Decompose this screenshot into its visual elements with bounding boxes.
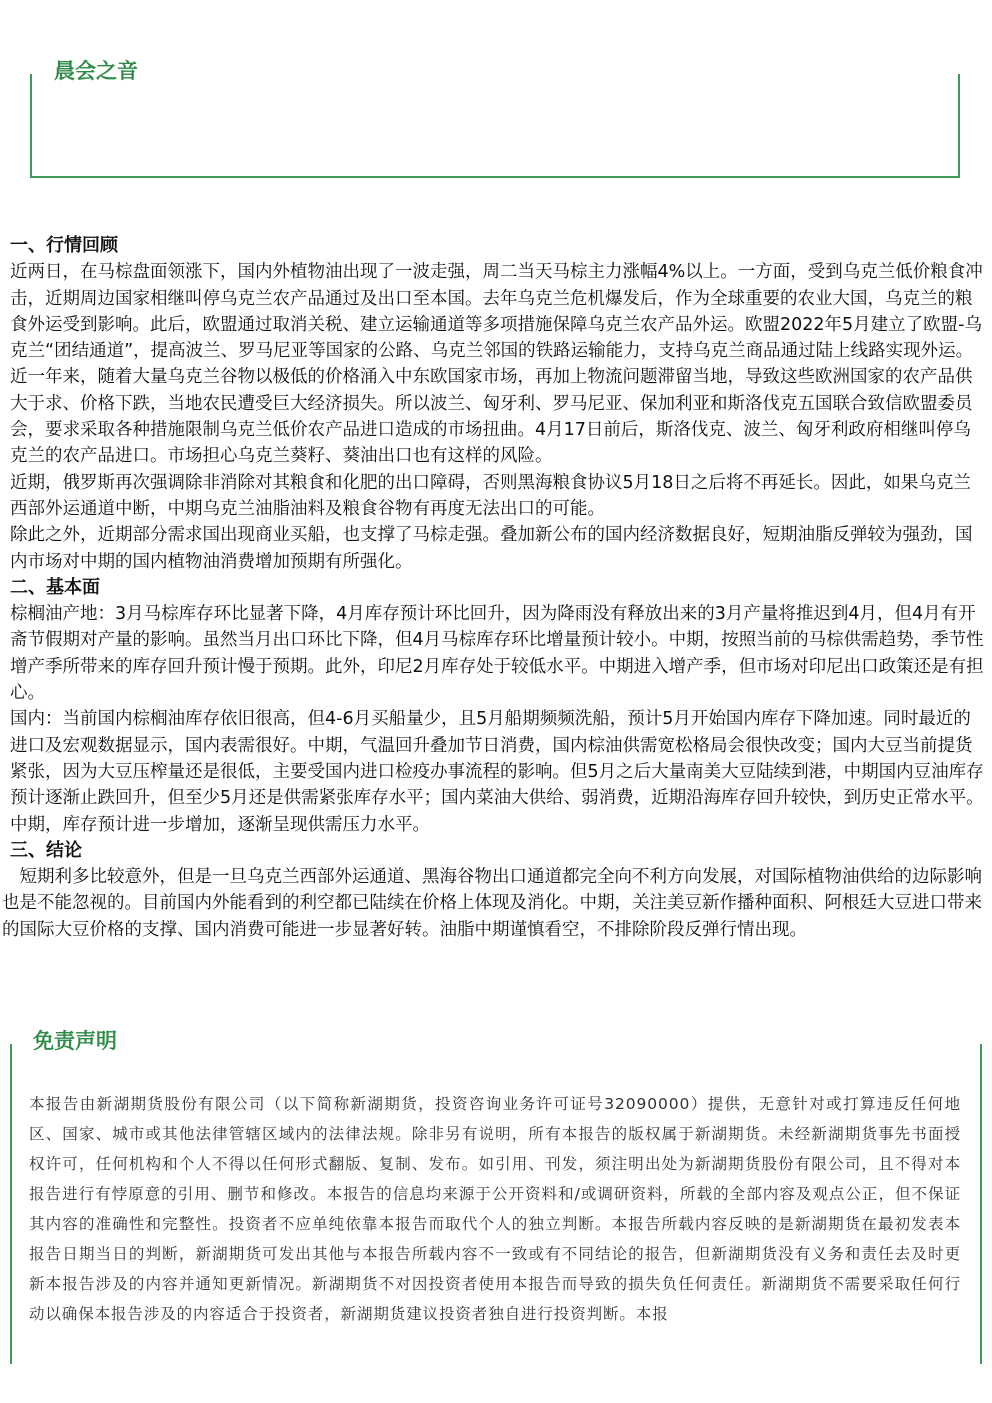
morning-meeting-title: 晨会之音 [54, 59, 138, 83]
section-heading-fundamentals: 二、基本面 [10, 576, 100, 598]
morning-meeting-box [30, 74, 960, 178]
paragraph: 近两日，在马棕盘面领涨下，国内外植物油出现了一波走强，周二当天马棕主力涨幅4%以上。一方面，受到乌克兰低价粮食冲击，近期周边国家相继叫停乌克兰农产品通过及出口至本国。去年乌克兰危机爆发后，作为全球重要的农业大国，乌克兰的粮食外运受到影响。此后，欧盟通过取消关税、建立运输通道等多项措施保障乌克兰农产品外运。欧盟2022年5月建立了欧盟-乌克兰“团结通道”，提高波兰、罗马尼亚等国家的公路、乌克兰邻国的铁路运输能力，支持乌克兰商品通过陆上线路实现外运。近一年来，随着大量乌克兰谷物以极低的价格涌入中东欧国家市场，再加上物流问题滞留当地，导致这些欧洲国家的农产品供大于求、价格下跌，当地农民遭受巨大经济损失。所以波兰、匈牙利、罗马尼亚、保加利亚和斯洛伐克五国联合致信欧盟委员会，要求采取各种措施限制乌克兰低价农产品进口造成的市场扭曲。4月17日前后，斯洛伐克、波兰、匈牙利政府相继叫停乌克兰的农产品进口。市场担心乌克兰葵籽、葵油出口也有这样的风险。 [10, 262, 983, 467]
paragraph: 国内：当前国内棕榈油库存依旧很高，但4-6月买船量少，且5月船期频频洗船，预计5月开始国内库存下降加速。同时最近的进口及宏观数据显示，国内表需很好。中期，气温回升叠加节日消费，国内棕油供需宽松格局会很快改变；国内大豆当前提货紧张，因为大豆压榨量还是很低，主要受国内进口检疫办事流程的影响。但5月之后大量南美大豆陆续到港，中期国内豆油库存预计逐渐止跌回升，但至少5月还是供需紧张库存水平；国内菜油大供给、弱消费，近期沿海库存回升较快，到历史正常水平。中期，库存预计进一步增加，逐渐呈现供需压力水平。 [10, 709, 984, 835]
paragraph: 近期，俄罗斯再次强调除非消除对其粮食和化肥的出口障碍，否则黑海粮食协议5月18日之后将不再延长。因此，如果乌克兰西部外运通道中断，中期乌克兰油脂油料及粮食谷物有再度无法出口的可能。 [10, 472, 971, 519]
report-body [2, 233, 985, 943]
section-heading-conclusion: 三、结论 [10, 839, 82, 861]
section-heading-market-review: 一、行情回顾 [10, 235, 118, 256]
paragraph: 短期利多比较意外，但是一旦乌克兰西部外运通道、黑海谷物出口通道都完全向不利方向发展，对国际植物油供给的边际影响也是不能忽视的。目前国内外能看到的利空都已陆续在价格上体现及消化。中期，关注美豆新作播种面积、阿根廷大豆进口带来的国际大豆价格的支撑、国内消费可能进一步显著好转。油脂中期谨慎看空，不排除阶段反弹行情出现。 [2, 867, 982, 940]
paragraph: 除此之外，近期部分需求国出现商业买船，也支撑了马棕走强。叠加新公布的国内经济数据良好，短期油脂反弹较为强劲，国内市场对中期的国内植物油消费增加预期有所强化。 [10, 525, 973, 572]
disclaimer-text: 本报告由新湖期货股份有限公司（以下简称新湖期货，投资咨询业务许可证号32090000）提供，无意针对或打算违反任何地区、国家、城市或其他法律管辖区域内的法律法规。除非另有说明，所有本报告的版权属于新湖期货。未经新湖期货事先书面授权许可，任何机构和个人不得以任何形式翻版、复制、发布。如引用、刊发，须注明出处为新湖期货股份有限公司，且不得对本报告进行有悖原意的引用、删节和修改。本报告的信息均来源于公开资料和/或调研资料，所载的全部内容及观点公正，但不保证其内容的准确性和完整性。投资者不应单纯依靠本报告而取代个人的独立判断。本报告所载内容反映的是新湖期货在最初发表本报告日期当日的判断，新湖期货可发出其他与本报告所载内容不一致或有不同结论的报告，但新湖期货没有义务和责任去及时更新本报告涉及的内容并通知更新情况。新湖期货不对因投资者使用本报告而导致的损失负任何责任。新湖期货不需要采取任何行动以确保本报告涉及的内容适合于投资者，新湖期货建议投资者独自进行投资判断。本报 [29, 1095, 961, 1323]
disclaimer-title: 免责声明 [33, 1029, 117, 1053]
paragraph: 棕榈油产地：3月马棕库存环比显著下降，4月库存预计环比回升，因为降雨没有释放出来的3月产量将推迟到4月，但4月有开斋节假期对产量的影响。虽然当月出口环比下降，但4月马棕库存环比增量预计较小。中期，按照当前的马棕供需趋势，季节性增产季所带来的库存回升预计慢于预期。此外，印尼2月库存处于较低水平。中期进入增产季，但市场对印尼出口政策还是有担心。 [10, 604, 984, 704]
